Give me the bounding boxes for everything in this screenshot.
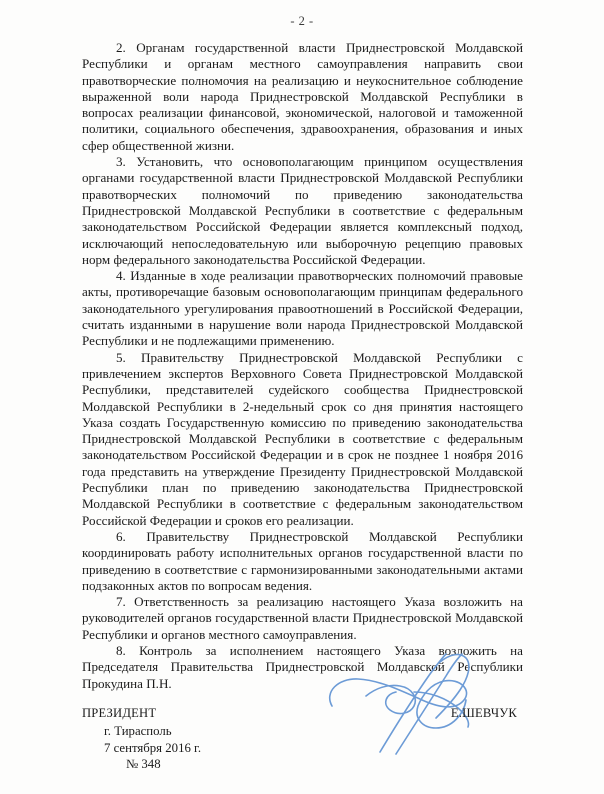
signer-title: ПРЕЗИДЕНТ <box>82 706 157 720</box>
paragraph-5: 5. Правительству Приднестровской Молдавской Республики с привлечением экспертов Верховного Совета Приднестровской Молдавской Республики, представителей судейского сообщества Приднестровской Молдавской Республики в 2-недельный срок со дня принятия настоящего Указа создать Государственную комиссию по приведению законодательства Приднестровской Молдавской Республики в соответствие с федеральным законодательством Российской Федерации и в срок не позднее 1 ноября 2016 года представить на утверждение Президенту Приднестровской Молдавской Республики план по приведению законодательства Приднестровской Молдавской Республики в соответствие с федеральным законодательством Российской Федерации и сроков его реализации. <box>82 349 523 528</box>
document-body <box>82 40 523 692</box>
paragraph-2: 2. Органам государственной власти Приднестровской Молдавской Республики и органам местного самоуправления направить свои правотворческие полномочия на реализацию и неукоснительное соблюдение выраженной воли народа Приднестровской Молдавской Республики в вопросах реализации финансовой, экономической, налоговой и таможенной политики, социального обеспечения, здравоохранения, образования и иных сфер общественной жизни. <box>82 40 523 153</box>
signature-block <box>82 706 523 773</box>
signature-document-number: № 348 <box>126 757 161 771</box>
signature-meta <box>82 723 523 773</box>
signature-row <box>82 706 523 721</box>
paragraph-6: 6. Правительству Приднестровской Молдавской Республики координировать работу исполнительных органов государственной власти по приведению в соответствие с гармонизированными законодательными актами подзаконных актов по вопросам ведения. <box>82 528 523 593</box>
page-number: - 2 - <box>290 14 314 28</box>
signature-date: 7 сентября 2016 г. <box>104 740 202 755</box>
paragraph-8: 8. Контроль за исполнением настоящего Указа возложить на Председателя Правительства Приднестровской Молдавской Республики Прокудина П.Н. <box>82 642 523 691</box>
paragraph-3: 3. Установить, что основополагающим принципом осуществления органами государственной власти Приднестровской Молдавской Республики правотворческих полномочий по приведению законодательства Приднестровской Молдавской Республики в соответствие с федеральным законодательством Российской Федерации является комплексный подход, исключающий непоследовательную или выборочную рецепцию правовых норм федерального законодательства Российской Федерации. <box>82 154 523 267</box>
signer-name: Е.ШЕВЧУК <box>450 706 517 720</box>
signature-city: г. Тирасполь <box>104 724 172 738</box>
paragraph-7: 7. Ответственность за реализацию настоящего Указа возложить на руководителей органов государственной власти Приднестровской Молдавской Республики и органов местного самоуправления. <box>82 594 523 642</box>
paragraph-4: 4. Изданные в ходе реализации правотворческих полномочий правовые акты, противоречащие базовым основополагающим принципам федерального законодательного урегулирования правоотношений в Российской Федерации, считать изданными в нарушение воли народа Приднестровской Молдавской Республики и не подлежащими применению. <box>82 268 523 349</box>
